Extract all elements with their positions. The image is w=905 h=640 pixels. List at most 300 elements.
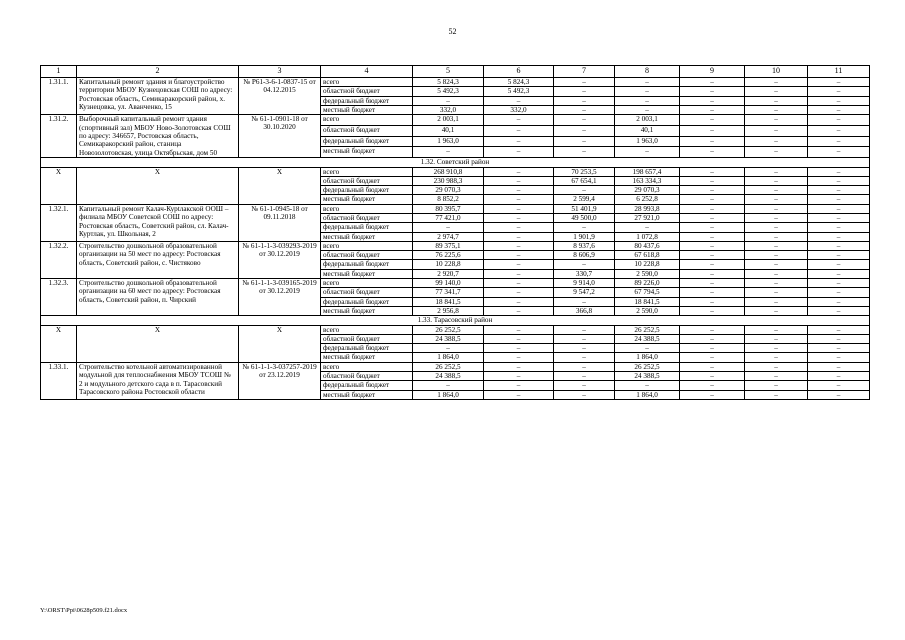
amount-cell: – (680, 223, 745, 232)
budget-source: местный бюджет (321, 390, 413, 399)
amount-cell: – (484, 136, 554, 147)
object-name: Выборочный капитальный ремонт здания (спортивный зал) МБОУ Ново-Золотовская СОШ по адресу: 346657, Ростовская область, Семикаракорский район, станица Новозолотовская, улица Октябрьская, дом 50 (77, 115, 239, 158)
amount-cell: 67 654,1 (554, 176, 615, 185)
amount-cell: 9 914,0 (554, 279, 615, 288)
amount-cell: 2 590,0 (615, 269, 680, 278)
amount-cell: 26 252,5 (413, 325, 484, 334)
amount-cell: – (554, 381, 615, 390)
amount-cell: – (745, 381, 808, 390)
amount-cell: – (680, 96, 745, 105)
project-document: № Р61-3-6-1-0837-15 от 04.12.2015 (239, 78, 321, 115)
amount-cell: – (554, 87, 615, 96)
amount-cell: – (554, 334, 615, 343)
amount-cell: – (745, 306, 808, 315)
amount-cell: – (484, 195, 554, 204)
amount-cell: – (808, 297, 870, 306)
column-header-8: 8 (615, 66, 680, 78)
amount-cell: – (615, 223, 680, 232)
object-name: X (77, 167, 239, 204)
amount-cell: – (808, 87, 870, 96)
amount-cell: – (554, 362, 615, 371)
amount-cell: – (484, 232, 554, 241)
amount-cell: – (615, 344, 680, 353)
amount-cell: – (484, 167, 554, 176)
row-number: 1.32.3. (41, 279, 77, 316)
amount-cell: 1 864,0 (615, 353, 680, 362)
amount-cell: – (615, 96, 680, 105)
amount-cell: – (745, 96, 808, 105)
row-number: X (41, 325, 77, 362)
amount-cell: – (484, 334, 554, 343)
amount-cell: – (745, 288, 808, 297)
object-name: X (77, 325, 239, 362)
page-number: 52 (448, 27, 457, 36)
amount-cell: 24 388,5 (615, 372, 680, 381)
amount-cell: 5 492,3 (413, 87, 484, 96)
amount-cell: – (554, 344, 615, 353)
amount-cell: – (680, 241, 745, 250)
amount-cell: – (484, 353, 554, 362)
column-header-7: 7 (554, 66, 615, 78)
amount-cell: – (808, 105, 870, 114)
amount-cell: – (680, 344, 745, 353)
amount-cell: – (484, 214, 554, 223)
section-title: 1.33. Тарасовский район (41, 316, 870, 325)
amount-cell: – (554, 390, 615, 399)
amount-cell: 26 252,5 (413, 362, 484, 371)
amount-cell: – (484, 176, 554, 185)
amount-cell: – (680, 269, 745, 278)
amount-cell: – (745, 390, 808, 399)
amount-cell: – (413, 96, 484, 105)
column-header-1: 1 (41, 66, 77, 78)
amount-cell: – (680, 214, 745, 223)
amount-cell: – (484, 297, 554, 306)
amount-cell: – (680, 125, 745, 136)
amount-cell: 29 070,3 (615, 186, 680, 195)
amount-cell: – (808, 325, 870, 334)
amount-cell: – (808, 214, 870, 223)
amount-cell: 28 993,8 (615, 204, 680, 213)
amount-cell: – (484, 344, 554, 353)
amount-cell: – (680, 288, 745, 297)
amount-cell: – (554, 260, 615, 269)
amount-cell: 163 334,3 (615, 176, 680, 185)
amount-cell: – (745, 372, 808, 381)
amount-cell: – (808, 78, 870, 87)
project-document: X (239, 167, 321, 204)
amount-cell: 49 500,0 (554, 214, 615, 223)
amount-cell: – (554, 325, 615, 334)
amount-cell: – (808, 223, 870, 232)
amount-cell: – (484, 279, 554, 288)
amount-cell: – (745, 362, 808, 371)
amount-cell: 67 794,5 (615, 288, 680, 297)
amount-cell: – (808, 136, 870, 147)
amount-cell: – (745, 251, 808, 260)
amount-cell: – (680, 186, 745, 195)
amount-cell: – (745, 325, 808, 334)
funding-table (40, 65, 870, 400)
budget-source: местный бюджет (321, 105, 413, 114)
amount-cell: – (745, 334, 808, 343)
amount-cell: – (554, 115, 615, 126)
amount-cell: – (680, 115, 745, 126)
project-document: № 61-1-1-3-039293-2019 от 30.12.2019 (239, 241, 321, 278)
amount-cell: 5 492,3 (484, 87, 554, 96)
amount-cell: – (484, 306, 554, 315)
section-row (41, 158, 870, 167)
amount-cell: 18 841,5 (615, 297, 680, 306)
amount-cell: – (745, 125, 808, 136)
amount-cell: – (745, 344, 808, 353)
amount-cell: – (745, 232, 808, 241)
amount-cell: 89 226,0 (615, 279, 680, 288)
column-header-10: 10 (745, 66, 808, 78)
amount-cell: – (808, 115, 870, 126)
amount-cell: 24 388,5 (413, 372, 484, 381)
amount-cell: – (680, 105, 745, 114)
column-header-4: 4 (321, 66, 413, 78)
amount-cell: 10 228,8 (413, 260, 484, 269)
amount-cell: – (680, 306, 745, 315)
table-row (41, 115, 870, 126)
budget-source: областной бюджет (321, 87, 413, 96)
budget-source: федеральный бюджет (321, 297, 413, 306)
amount-cell: 8 606,9 (554, 251, 615, 260)
amount-cell: – (484, 288, 554, 297)
amount-cell: – (808, 390, 870, 399)
amount-cell: – (745, 105, 808, 114)
amount-cell: – (808, 195, 870, 204)
amount-cell: – (745, 260, 808, 269)
amount-cell: 268 910,8 (413, 167, 484, 176)
amount-cell: 99 140,0 (413, 279, 484, 288)
amount-cell: – (484, 269, 554, 278)
budget-source: областной бюджет (321, 176, 413, 185)
budget-source: местный бюджет (321, 306, 413, 315)
table-row (41, 78, 870, 87)
amount-cell: – (680, 195, 745, 204)
amount-cell: – (484, 204, 554, 213)
amount-cell: 5 824,3 (484, 78, 554, 87)
amount-cell: 89 375,1 (413, 241, 484, 250)
amount-cell: – (554, 353, 615, 362)
amount-cell: – (745, 279, 808, 288)
row-number: 1.33.1. (41, 362, 77, 399)
amount-cell: 2 599,4 (554, 195, 615, 204)
amount-cell: 1 072,8 (615, 232, 680, 241)
amount-cell: – (680, 176, 745, 185)
amount-cell: 6 252,8 (615, 195, 680, 204)
amount-cell: 1 864,0 (615, 390, 680, 399)
amount-cell: 18 841,5 (413, 297, 484, 306)
amount-cell: – (680, 167, 745, 176)
amount-cell: – (484, 325, 554, 334)
budget-source: федеральный бюджет (321, 260, 413, 269)
object-name: Капитальный ремонт здания и благоустройство территории МБОУ Кузнецовская СОШ по адресу: Ростовская область, Семикаракорский район, х. Кузнецовка, ул. Аванченко, 15 (77, 78, 239, 115)
object-name: Строительство дошкольной образовательной организации на 60 мест по адресу: Ростовская область, Советский район, п. Чирский (77, 279, 239, 316)
budget-source: местный бюджет (321, 232, 413, 241)
amount-cell: – (745, 353, 808, 362)
amount-cell: – (745, 241, 808, 250)
amount-cell: 332,0 (484, 105, 554, 114)
budget-source: областной бюджет (321, 288, 413, 297)
amount-cell: – (554, 186, 615, 195)
amount-cell: – (745, 147, 808, 158)
amount-cell: – (680, 147, 745, 158)
amount-cell: – (808, 186, 870, 195)
amount-cell: – (808, 362, 870, 371)
budget-source: федеральный бюджет (321, 96, 413, 105)
amount-cell: 9 547,2 (554, 288, 615, 297)
amount-cell: – (808, 334, 870, 343)
budget-source: всего (321, 115, 413, 126)
amount-cell: – (554, 78, 615, 87)
budget-source: местный бюджет (321, 353, 413, 362)
row-number: 1.31.1. (41, 78, 77, 115)
amount-cell: – (413, 381, 484, 390)
table-row (41, 167, 870, 176)
budget-source: всего (321, 241, 413, 250)
project-document: X (239, 325, 321, 362)
amount-cell: – (680, 334, 745, 343)
amount-cell: – (554, 105, 615, 114)
amount-cell: – (808, 260, 870, 269)
amount-cell: – (745, 78, 808, 87)
budget-source: областной бюджет (321, 214, 413, 223)
table-row (41, 241, 870, 250)
amount-cell: 10 228,8 (615, 260, 680, 269)
budget-source: местный бюджет (321, 269, 413, 278)
amount-cell: – (413, 223, 484, 232)
amount-cell: – (680, 362, 745, 371)
amount-cell: 77 421,0 (413, 214, 484, 223)
amount-cell: 26 252,5 (615, 325, 680, 334)
column-header-11: 11 (808, 66, 870, 78)
budget-source: областной бюджет (321, 334, 413, 343)
column-header-5: 5 (413, 66, 484, 78)
amount-cell: – (484, 115, 554, 126)
budget-source: федеральный бюджет (321, 136, 413, 147)
table-row (41, 204, 870, 213)
budget-source: областной бюджет (321, 251, 413, 260)
row-number: 1.32.2. (41, 241, 77, 278)
object-name: Строительство дошкольной образовательной организации на 50 мест по адресу: Ростовская область, Советский район, с. Чистяково (77, 241, 239, 278)
amount-cell: – (808, 167, 870, 176)
amount-cell: 198 657,4 (615, 167, 680, 176)
amount-cell: – (413, 344, 484, 353)
amount-cell: 1 963,0 (615, 136, 680, 147)
amount-cell: – (808, 381, 870, 390)
budget-source: всего (321, 325, 413, 334)
amount-cell: 76 225,6 (413, 251, 484, 260)
amount-cell: – (808, 204, 870, 213)
budget-source: всего (321, 362, 413, 371)
row-number: X (41, 167, 77, 204)
amount-cell: – (615, 87, 680, 96)
amount-cell: 26 252,5 (615, 362, 680, 371)
amount-cell: – (484, 251, 554, 260)
amount-cell: 366,8 (554, 306, 615, 315)
amount-cell: – (680, 260, 745, 269)
column-header-6: 6 (484, 66, 554, 78)
amount-cell: – (680, 136, 745, 147)
amount-cell: – (808, 372, 870, 381)
amount-cell: 2 920,7 (413, 269, 484, 278)
amount-cell: – (745, 176, 808, 185)
amount-cell: – (484, 125, 554, 136)
amount-cell: – (680, 78, 745, 87)
budget-source: местный бюджет (321, 147, 413, 158)
amount-cell: – (808, 288, 870, 297)
amount-cell: 24 388,5 (413, 334, 484, 343)
amount-cell: 332,0 (413, 105, 484, 114)
amount-cell: – (615, 78, 680, 87)
amount-cell: 1 963,0 (413, 136, 484, 147)
amount-cell: 2 003,1 (413, 115, 484, 126)
amount-cell: – (680, 204, 745, 213)
amount-cell: 5 824,3 (413, 78, 484, 87)
budget-source: федеральный бюджет (321, 186, 413, 195)
amount-cell: 1 901,9 (554, 232, 615, 241)
amount-cell: 8 852,2 (413, 195, 484, 204)
amount-cell: – (615, 381, 680, 390)
budget-source: местный бюджет (321, 195, 413, 204)
amount-cell: – (680, 279, 745, 288)
amount-cell: 67 618,8 (615, 251, 680, 260)
amount-cell: – (808, 279, 870, 288)
project-document: № 61-1-1-3-037257-2019 от 23.12.2019 (239, 362, 321, 399)
amount-cell: – (745, 269, 808, 278)
amount-cell: – (484, 223, 554, 232)
amount-cell: – (484, 372, 554, 381)
column-header-9: 9 (680, 66, 745, 78)
amount-cell: – (484, 186, 554, 195)
amount-cell: – (615, 147, 680, 158)
budget-source: федеральный бюджет (321, 381, 413, 390)
file-path-footer: Y:\ORST\Ppi\0628p509.f21.docx (40, 607, 128, 614)
amount-cell: 40,1 (615, 125, 680, 136)
amount-cell: 70 253,5 (554, 167, 615, 176)
budget-source: областной бюджет (321, 125, 413, 136)
amount-cell: – (484, 96, 554, 105)
amount-cell: – (808, 241, 870, 250)
row-number: 1.32.1. (41, 204, 77, 241)
amount-cell: – (554, 96, 615, 105)
project-document: № 61-1-0901-18 от 30.10.2020 (239, 115, 321, 158)
table-row (41, 325, 870, 334)
amount-cell: – (745, 223, 808, 232)
amount-cell: – (745, 195, 808, 204)
amount-cell: – (808, 125, 870, 136)
amount-cell: 1 864,0 (413, 390, 484, 399)
amount-cell: – (554, 125, 615, 136)
amount-cell: – (680, 87, 745, 96)
amount-cell: – (808, 353, 870, 362)
column-header-3: 3 (239, 66, 321, 78)
table-row (41, 279, 870, 288)
amount-cell: – (484, 241, 554, 250)
column-header-2: 2 (77, 66, 239, 78)
amount-cell: – (808, 306, 870, 315)
amount-cell: – (554, 297, 615, 306)
amount-cell: – (554, 136, 615, 147)
amount-cell: – (484, 362, 554, 371)
object-name: Капитальный ремонт Калач-Курtлакской ООШ – филиала МБОУ Советской СОШ по адресу: Ростовская область, Советский район, сл. Калач-Куртлак, ул. Школьная, 2 (77, 204, 239, 241)
amount-cell: – (745, 87, 808, 96)
amount-cell: – (554, 372, 615, 381)
amount-cell: – (680, 372, 745, 381)
amount-cell: – (484, 147, 554, 158)
amount-cell: 8 937,6 (554, 241, 615, 250)
amount-cell: 2 974,7 (413, 232, 484, 241)
amount-cell: – (808, 176, 870, 185)
amount-cell: 40,1 (413, 125, 484, 136)
budget-source: областной бюджет (321, 372, 413, 381)
budget-source: федеральный бюджет (321, 344, 413, 353)
amount-cell: – (808, 96, 870, 105)
amount-cell: – (484, 381, 554, 390)
amount-cell: – (745, 136, 808, 147)
amount-cell: – (745, 115, 808, 126)
amount-cell: – (745, 167, 808, 176)
amount-cell: 77 341,7 (413, 288, 484, 297)
amount-cell: – (680, 325, 745, 334)
amount-cell: – (808, 269, 870, 278)
amount-cell: – (484, 390, 554, 399)
amount-cell: 80 395,7 (413, 204, 484, 213)
amount-cell: 51 401,9 (554, 204, 615, 213)
budget-source: всего (321, 78, 413, 87)
amount-cell: – (745, 214, 808, 223)
amount-cell: – (554, 223, 615, 232)
amount-cell: – (615, 105, 680, 114)
budget-source: федеральный бюджет (321, 223, 413, 232)
amount-cell: 27 921,0 (615, 214, 680, 223)
amount-cell: – (745, 186, 808, 195)
amount-cell: – (554, 147, 615, 158)
amount-cell: 2 956,8 (413, 306, 484, 315)
amount-cell: 2 590,0 (615, 306, 680, 315)
amount-cell: – (680, 390, 745, 399)
amount-cell: – (745, 297, 808, 306)
row-number: 1.31.2. (41, 115, 77, 158)
budget-source: всего (321, 167, 413, 176)
amount-cell: – (680, 251, 745, 260)
amount-cell: 2 003,1 (615, 115, 680, 126)
amount-cell: – (808, 251, 870, 260)
amount-cell: 24 388,5 (615, 334, 680, 343)
object-name: Строительство котельной автоматизированной модульной для теплоснабжения МБОУ ТСОШ № 2 и модульного детского сада в п. Тарасовский Тарасовского района Ростовской области (77, 362, 239, 399)
section-row (41, 316, 870, 325)
amount-cell: – (680, 232, 745, 241)
project-document: № 61-1-0945-18 от 09.11.2018 (239, 204, 321, 241)
amount-cell: 230 988,3 (413, 176, 484, 185)
amount-cell: – (680, 353, 745, 362)
budget-source: всего (321, 279, 413, 288)
amount-cell: – (808, 147, 870, 158)
amount-cell: 80 437,6 (615, 241, 680, 250)
budget-source: всего (321, 204, 413, 213)
amount-cell: 330,7 (554, 269, 615, 278)
section-title: 1.32. Советский район (41, 158, 870, 167)
table-row (41, 362, 870, 371)
header-row (41, 66, 870, 78)
project-document: № 61-1-1-3-039165-2019 от 30.12.2019 (239, 279, 321, 316)
amount-cell: – (680, 381, 745, 390)
amount-cell: – (745, 204, 808, 213)
